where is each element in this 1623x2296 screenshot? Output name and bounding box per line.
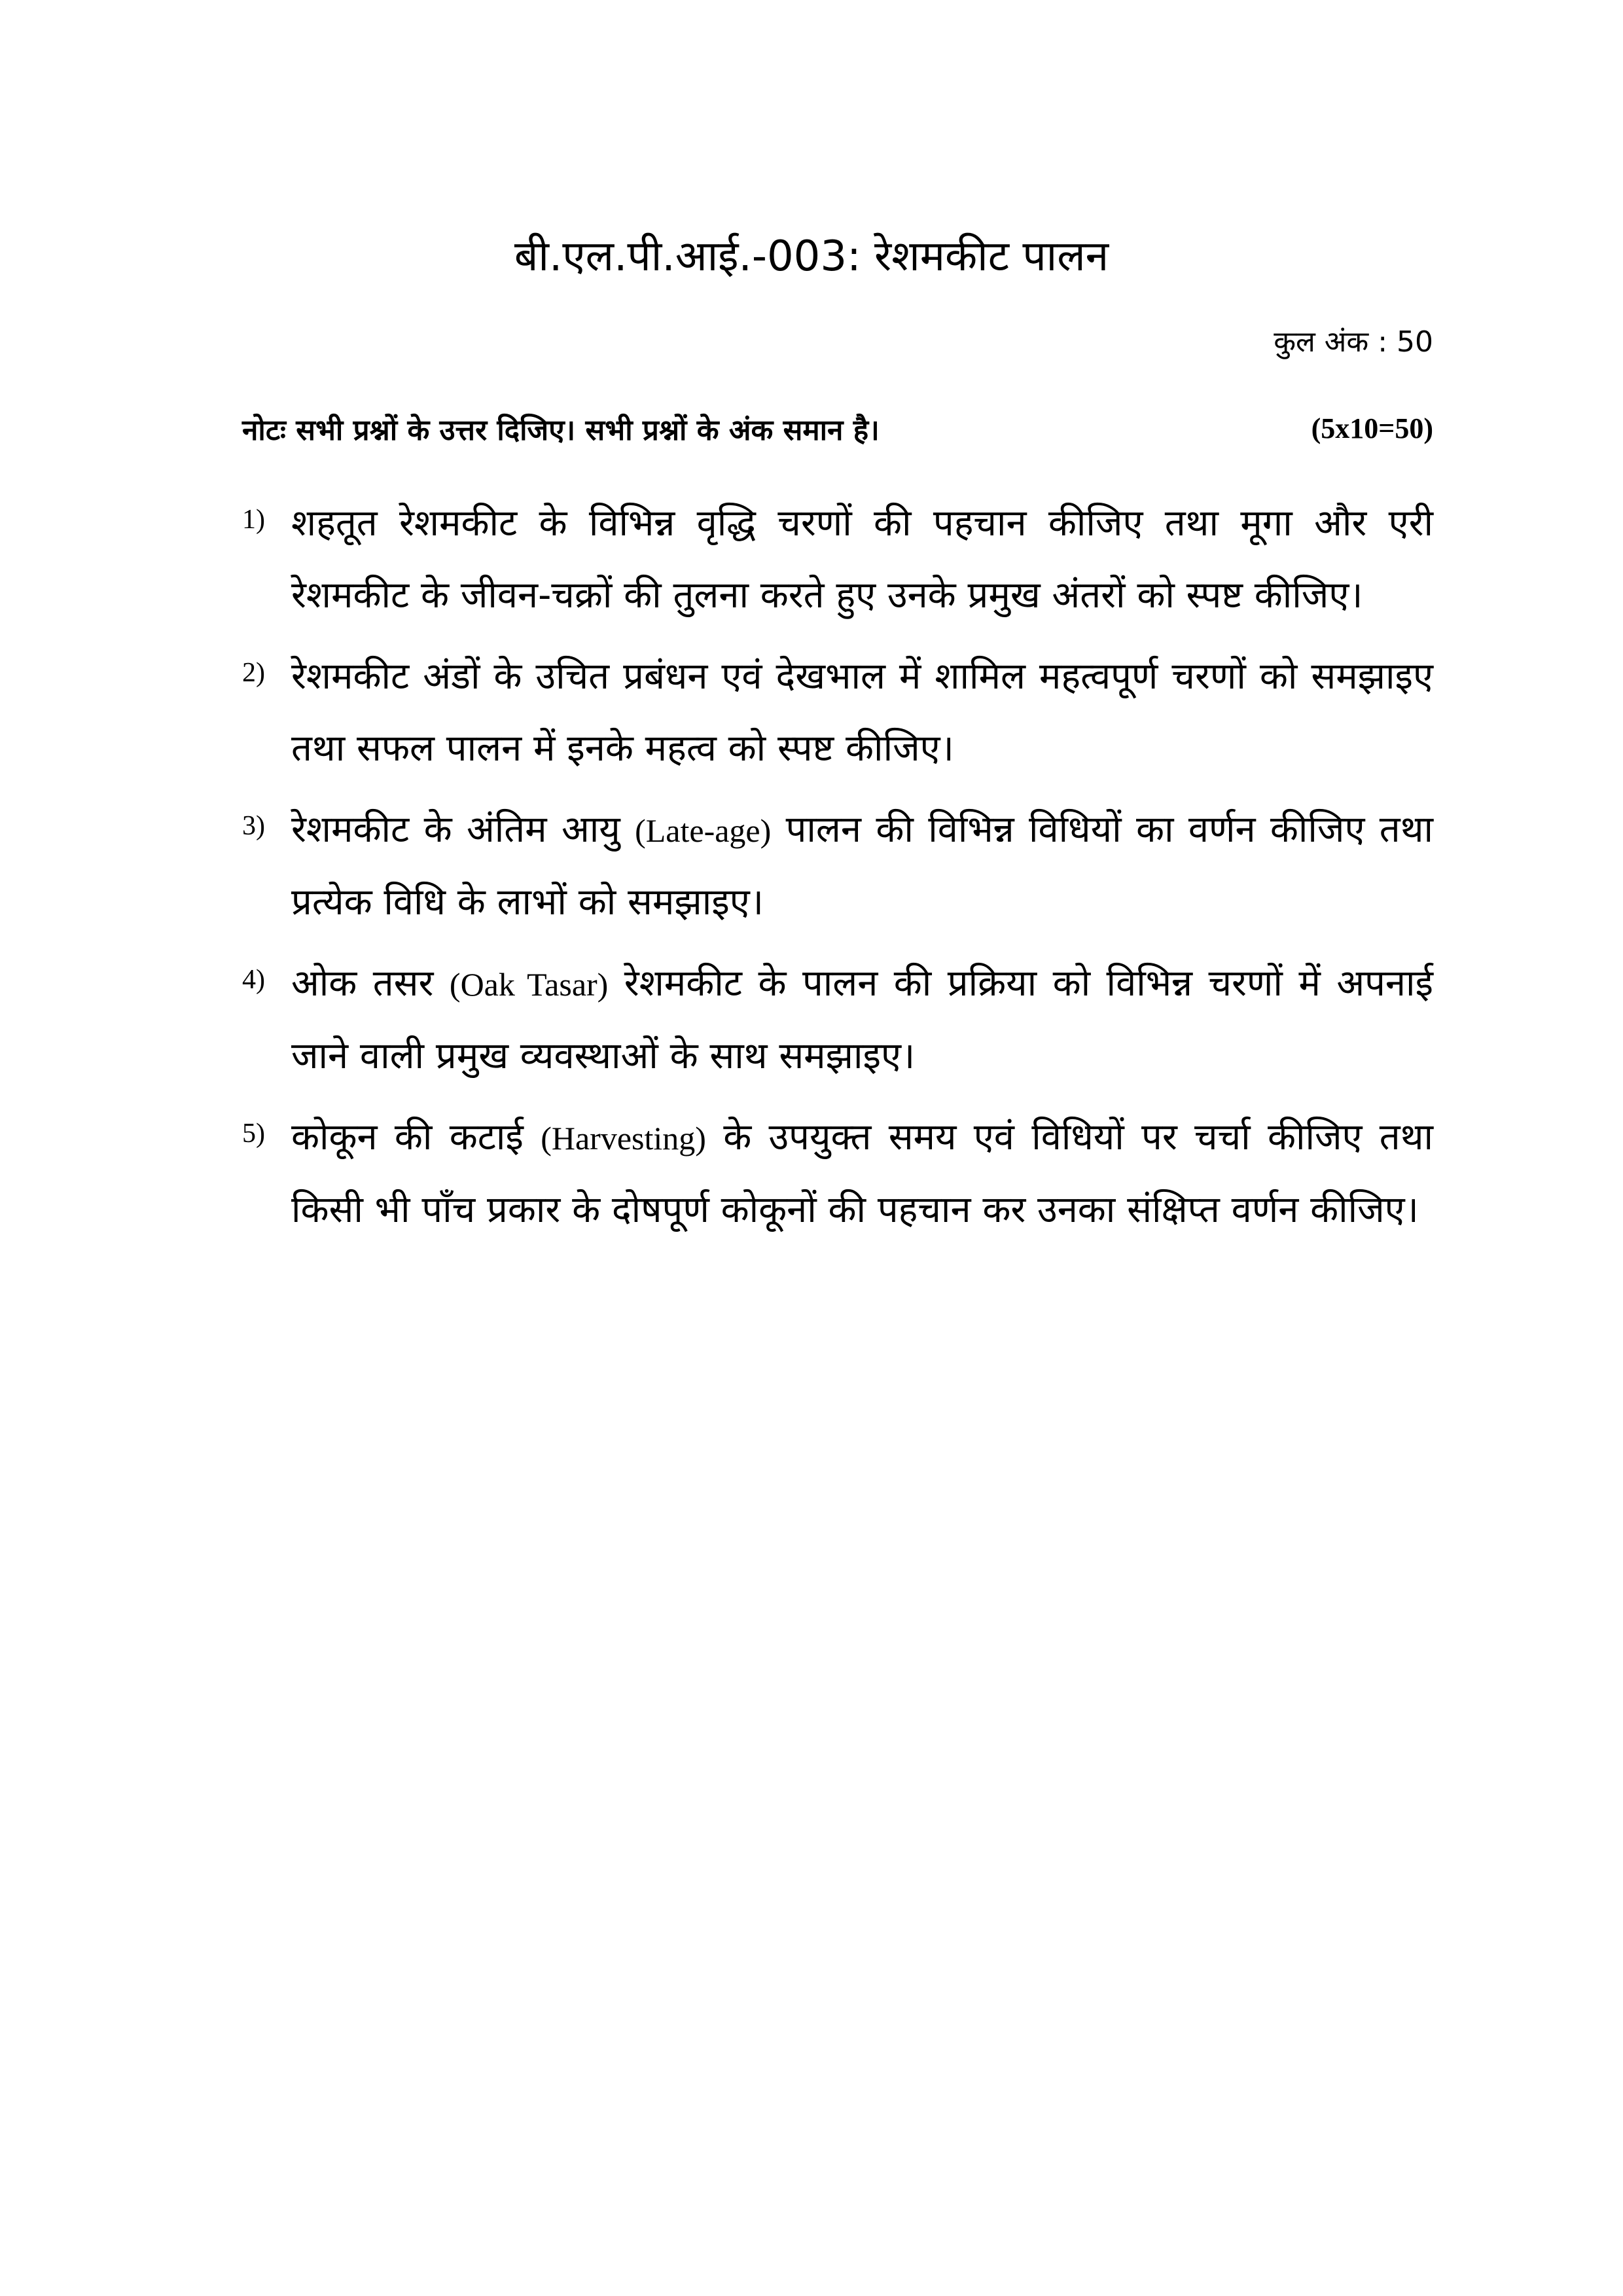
question-item (242, 488, 1433, 632)
question-text-part: रेशमकीट अंडों के उचित प्रबंधन एवं देखभाल में शामिल महत्वपूर्ण चरणों को समझाइए तथा सफल पालन में इनके महत्व को स्पष्ट कीजिए। (291, 655, 1433, 770)
question-text-part: के उपयुक्त समय एवं विधियों पर चर्चा कीजिए तथा किसी भी पाँच प्रकार के दोषपूर्ण कोकूनों की पहचान कर उनका संक्षिप्त वर्णन कीजिए। (291, 1116, 1434, 1231)
question-text (291, 948, 1433, 1092)
question-number: 4) (242, 965, 265, 995)
question-number: 1) (242, 505, 265, 535)
question-number: 3) (242, 811, 265, 841)
question-item (242, 1102, 1433, 1246)
question-text-part: पालन की विभिन्न विधियों का वर्णन कीजिए तथा प्रत्येक विधि के लाभों को समझाइए। (291, 808, 1433, 924)
question-text (291, 1102, 1433, 1246)
question-text-part: रेशमकीट के पालन की प्रक्रिया को विभिन्न चरणों में अपनाई जाने वाली प्रमुख व्यवस्थाओं के साथ समझाइए। (291, 962, 1434, 1077)
question-item (242, 948, 1433, 1092)
instructions-note: नोटः सभी प्रश्नों के उत्तर दिजिए। सभी प्रश्नों के अंक समान है। (242, 414, 880, 447)
question-text-part: ओक तसर (291, 962, 450, 1005)
page-title: बी.एल.पी.आई.-003: रेशमकीट पालन (514, 232, 1109, 281)
question-text (291, 794, 1433, 939)
english-term: (Late-age) (635, 812, 772, 849)
question-number: 5) (242, 1119, 265, 1149)
question-list (242, 488, 1433, 1255)
question-text-part: कोकून की कटाई (291, 1116, 541, 1158)
total-marks: कुल अंक : 50 (1274, 325, 1433, 359)
marks-distribution: (5x10=50) (1311, 412, 1433, 444)
question-text-part: शहतूत रेशमकीट के विभिन्न वृद्धि चरणों की पहचान कीजिए तथा मूगा और एरी रेशमकीट के जीवन-चक्रों की तुलना करते हुए उनके प्रमुख अंतरों को स्पष्ट कीजिए। (291, 502, 1433, 617)
question-item (242, 794, 1433, 939)
english-term: (Harvesting) (541, 1120, 706, 1157)
question-number: 2) (242, 658, 265, 688)
question-text (291, 641, 1433, 785)
english-term: (Oak Tasar) (449, 966, 609, 1003)
question-item (242, 641, 1433, 785)
instructions-row (242, 409, 1433, 448)
question-text-part: रेशमकीट के अंतिम आयु (291, 808, 635, 851)
question-text (291, 488, 1433, 632)
